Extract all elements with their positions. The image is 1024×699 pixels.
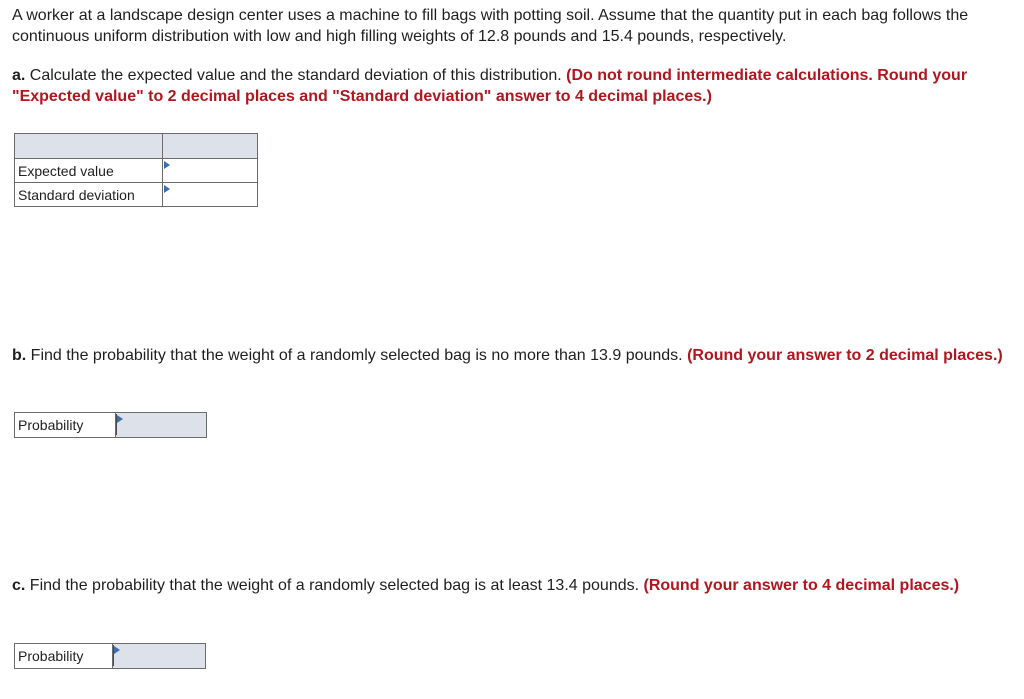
expected-value-cell[interactable] xyxy=(163,159,258,183)
question-b-letter: b. xyxy=(12,347,27,364)
expected-value-input[interactable] xyxy=(163,159,257,182)
triangle-flag-icon xyxy=(117,415,123,423)
question-c-text: Find the probability that the weight of a randomly selected bag is at least 13.4 pounds. xyxy=(25,577,644,594)
probability-label-c: Probability xyxy=(15,644,113,668)
triangle-flag-icon xyxy=(114,646,120,654)
probability-cell-b[interactable] xyxy=(116,413,206,437)
header-cell-label xyxy=(15,134,163,159)
probability-label-b: Probability xyxy=(15,413,116,437)
triangle-flag-icon xyxy=(164,185,170,193)
question-b-text: Find the probability that the weight of a randomly selected bag is no more than 13.9 pounds. xyxy=(26,347,688,364)
question-c-letter: c. xyxy=(12,577,26,594)
question-a xyxy=(12,66,1017,107)
question-b xyxy=(12,346,1017,367)
answer-box-b xyxy=(14,412,207,438)
problem-intro: A worker at a landscape design center uses a machine to fill bags with potting soil. Assume that the quantity put in each bag follows the continuous uniform distribution with low and high filling weights of 12.8 pounds and 15.4 pounds, respectively. xyxy=(12,7,969,45)
answer-table-a xyxy=(14,133,258,207)
standard-deviation-cell[interactable] xyxy=(163,183,258,207)
table-row xyxy=(15,183,258,207)
header-cell-value xyxy=(163,134,258,159)
standard-deviation-input[interactable] xyxy=(163,183,257,206)
standard-deviation-label: Standard deviation xyxy=(15,183,163,207)
question-c-instruction: (Round your answer to 4 decimal places.) xyxy=(643,577,960,594)
question-a-instruction: (Do not round intermediate calculations. Round your "Expected value" to 2 decimal places and "Standard deviation" answer to 4 decimal places.) xyxy=(12,67,968,105)
question-a-text: Calculate the expected value and the standard deviation of this distribution. xyxy=(25,67,567,84)
question-c xyxy=(12,576,1017,597)
probability-input-c[interactable] xyxy=(113,644,205,668)
probability-input-b[interactable] xyxy=(116,413,206,437)
probability-cell-c[interactable] xyxy=(113,644,205,668)
triangle-flag-icon xyxy=(164,161,170,169)
table-row xyxy=(15,159,258,183)
answer-box-c xyxy=(14,643,206,669)
question-a-letter: a. xyxy=(12,67,26,84)
expected-value-label: Expected value xyxy=(15,159,163,183)
question-b-instruction: (Round your answer to 2 decimal places.) xyxy=(687,347,1003,364)
answer-table-header xyxy=(15,134,258,159)
